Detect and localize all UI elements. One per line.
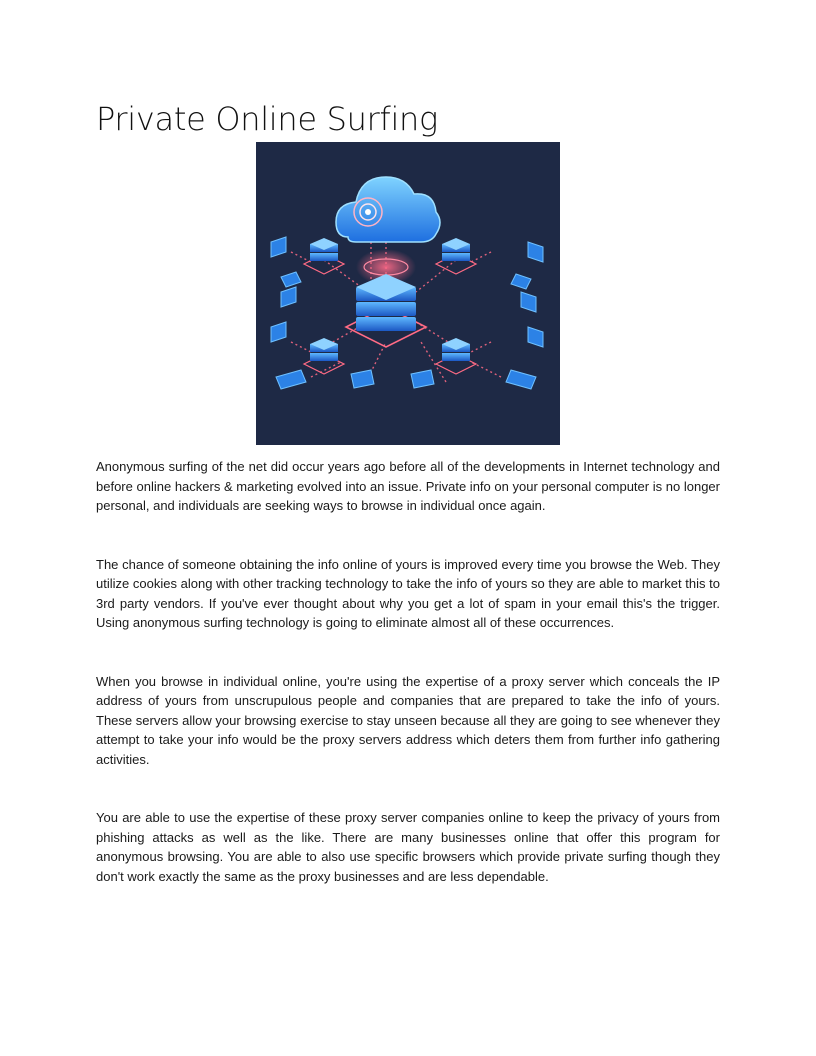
paragraph-2: The chance of someone obtaining the info online of yours is improved every time you browse the Web. They utilize cookies along with other tracking technology to take the info of yours so they are able to market this to 3rd party vendors. If you've ever thought about why you get a lot of spam in your email this's the trigger. Using anonymous surfing technology is going to eliminate almost all of these occurrences. bbox=[96, 556, 720, 630]
paragraph-1: Anonymous surfing of the net did occur years ago before all of the developments in Internet technology and before online hackers & marketing evolved into an issue. Private info on your personal computer is no longer personal, and individuals are seeking ways to browse in individual once again. bbox=[96, 459, 720, 513]
paragraph-3: When you browse in individual online, you're using the expertise of a proxy server which conceals the IP address of yours from unscrupulous people and companies that are prepared to take the info of yours. These servers allow your browsing exercise to stay unseen because all they are going to see whenever they attempt to take your info would be the proxy servers address which deters them from further info gathering activities. bbox=[96, 673, 720, 767]
cloud-server-network-icon bbox=[256, 142, 560, 445]
article-body bbox=[96, 457, 720, 886]
document-page bbox=[96, 96, 720, 925]
paragraph-4: You are able to use the expertise of these proxy server companies online to keep the privacy of yours from phishing attacks as well as the like. There are many businesses online that offer this program for anonymous browsing. You are able to also use specific browsers which provide private surfing though they don't work exactly the same as the proxy businesses and are less dependable. bbox=[96, 810, 720, 884]
page-title: Private Online Surfing bbox=[96, 100, 438, 138]
hero-image bbox=[256, 142, 560, 445]
